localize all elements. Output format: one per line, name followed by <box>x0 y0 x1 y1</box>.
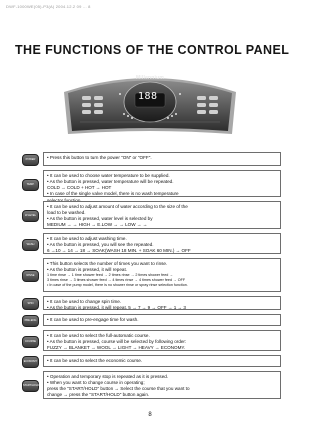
description-line: • When you want to change course in operating; <box>47 379 145 385</box>
description-line: 6 →10 → 14 → 18 → SOAK(WASH 18 MIN. + SOAK 60 MIN.) → OFF <box>47 248 191 254</box>
description-line: 1 time rinse → 1 time shower feed → 2 times rinse → 2 times shower feed → <box>47 273 174 278</box>
description-line: change → press the "START/HOLD" button again. <box>47 392 150 398</box>
description-line: • As the button is pressed, it will repeat. <box>47 266 127 272</box>
description-line: • It can be used to choose water temperature to be supplied. <box>47 172 170 178</box>
description-line: press the "START/HOLD" button → Select the course that you want to <box>47 386 190 392</box>
rinse-button-icon: RINSE <box>22 270 39 282</box>
description-line: • It can be used to select the full-automatic course. <box>47 332 150 338</box>
function-description <box>43 355 281 367</box>
description-line: • It can be used to adjust washing time. <box>47 235 127 241</box>
function-description <box>43 371 281 399</box>
description-line: • Operation and temporary stop is repeated as it is pressed. <box>47 373 169 379</box>
description-line: • It can be used to pre-engage time for wash. <box>47 316 139 322</box>
display-digits: 188 <box>138 91 158 102</box>
function-row <box>19 296 281 310</box>
function-description <box>43 258 281 292</box>
start-hold-button-icon: START/HOLD <box>22 380 39 392</box>
economy-button-icon: ECONOMY <box>22 356 39 368</box>
description-line: • As the button is pressed, you will see the repeated. <box>47 241 154 247</box>
description-line: • As the button is pressed, course will be selected by following order: <box>47 338 187 344</box>
function-row <box>19 233 281 254</box>
description-line: COLD → COLD + HOT → HOT <box>47 185 112 191</box>
page-number: 8 <box>148 412 152 418</box>
function-description <box>43 314 281 326</box>
function-row <box>19 314 281 326</box>
function-description <box>43 233 281 254</box>
course-button-icon: COURSE <box>22 336 39 348</box>
description-line: • It can be used to select the economic course. <box>47 357 143 363</box>
function-description <box>43 330 281 351</box>
description-line: • In case of the pump model, there is no shower rinse or spray rinse selection function. <box>47 282 188 287</box>
preengage-button-icon: PRE-ENG <box>22 315 39 327</box>
description-line: • It can be used to change spin time. <box>47 298 122 304</box>
function-row <box>19 258 281 292</box>
description-line: • In case of the single valve model, there is no wash temperature <box>47 191 179 197</box>
description-line: load to be washed. <box>47 209 86 215</box>
function-row <box>19 330 281 351</box>
control-panel-illustration <box>60 62 240 138</box>
description-line: • As the button is pressed, water temperature will be repeated. <box>47 178 174 184</box>
description-line: • This button selects the number of times you want to rinse. <box>47 260 168 266</box>
page-title: THE FUNCTIONS OF THE CONTROL PANEL <box>15 43 290 57</box>
description-line: • As the button is pressed, it will repeat. 5 → 7 → 9 → OFF → 1 → 3 <box>47 304 186 310</box>
function-row <box>19 371 281 399</box>
function-row <box>19 170 281 203</box>
description-line: 3 times rinse → 3 times shower feed → 4 times rinse → 4 times shower feed → OFF <box>47 277 186 282</box>
wash-button-icon: WASH <box>22 239 39 251</box>
temp-button-icon: TEMP. <box>22 179 39 191</box>
power-button-icon: POWER <box>22 154 39 166</box>
function-row <box>19 201 281 229</box>
description-line: • Press this button to turn the power "ON" or "OFF". <box>47 154 152 160</box>
description-line: selector function. <box>47 197 82 203</box>
description-line: • It can be used to adjust amount of water according to the size of the <box>47 203 188 209</box>
function-description <box>43 296 281 310</box>
function-description <box>43 201 281 229</box>
function-row <box>19 152 281 166</box>
function-description <box>43 152 281 166</box>
description-line: • As the button is pressed, water level is selected by <box>47 216 153 222</box>
description-line: FUZZY → BLANKET → WOOL → LIGHT → HEAVY → ECONOMY. <box>47 345 186 351</box>
print-header: DWF-1000WE(05)-P3(A) 2004.12.2 09 ... 8 <box>6 4 91 9</box>
brand-logo-text: Millennium <box>135 75 165 81</box>
function-description <box>43 170 281 203</box>
function-row <box>19 355 281 367</box>
description-line: MEDIUM → → HIGH → E.LOW → → LOW → → <box>47 222 148 228</box>
water-level-button-icon: W.LEVEL <box>22 210 39 222</box>
spin-button-icon: SPIN <box>22 298 39 310</box>
